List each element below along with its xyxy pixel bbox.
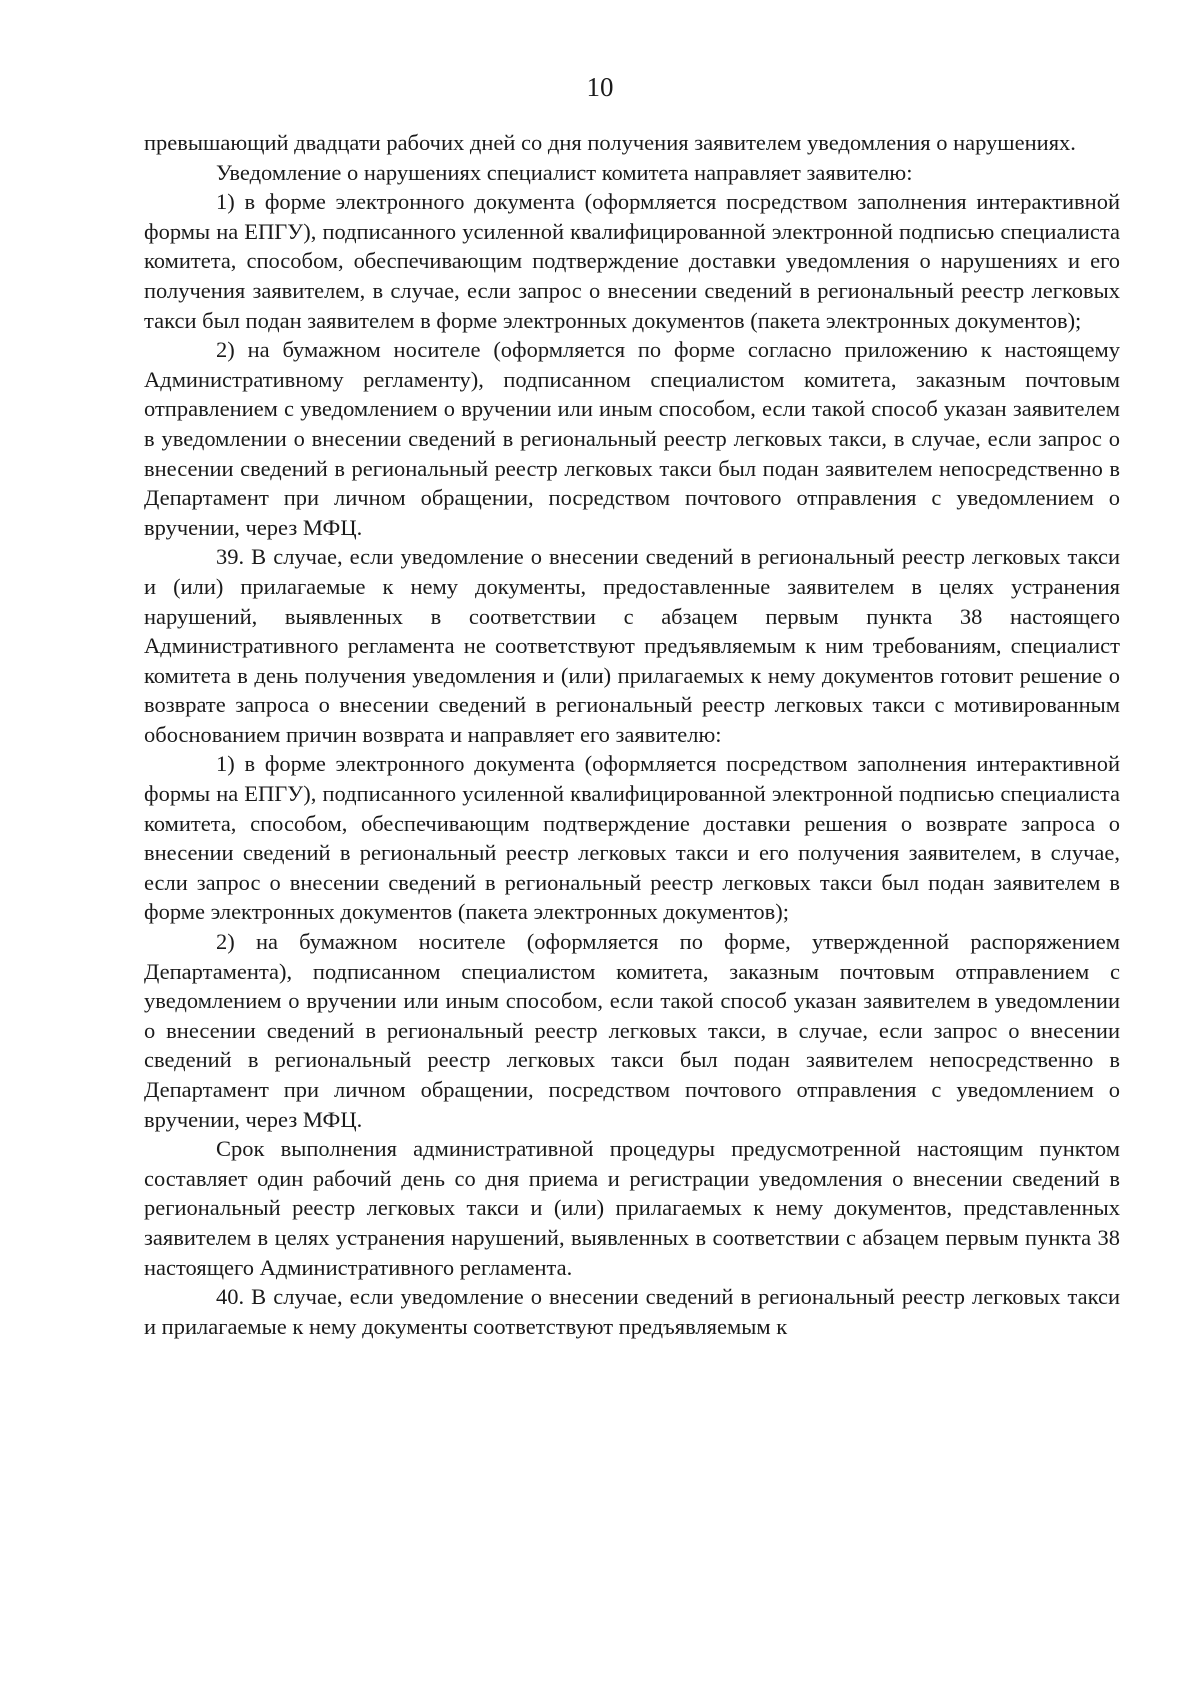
paragraph-paper-form: 2) на бумажном носителе (оформляется по форме согласно приложению к настоящему Административному регламенту), подписанном специалистом комитета, заказным почтовым отправлением с уведомлением о вручении или иным способом, если такой способ указан заявителем в уведомлении о внесении сведений в региональный реестр легковых такси, в случае, если запрос о внесении сведений в региональный реестр легковых такси был подан заявителем непосредственно в Департамент при личном обращении, посредством почтового отправления с уведомлением о вручении, через МФЦ. xyxy=(144,337,1120,540)
paragraph-notification-intro: Уведомление о нарушениях специалист комитета направляет заявителю: xyxy=(216,159,913,185)
paragraph-item-39: 39. В случае, если уведомление о внесении сведений в региональный реестр легковых такси и (или) прилагаемые к нему документы, предоставленные заявителем в целях устранения нарушений, выявленных в соответствии с абзацем первым пункта 38 настоящего Административного регламента не соответствуют предъявляемым к ним требованиям, специалист комитета в день получения уведомления и (или) прилагаемых к нему документов готовит решение о возврате запроса о внесении сведений в региональный реестр легковых такси с мотивированным обоснованием причин возврата и направляет его заявителю: xyxy=(144,544,1120,747)
paragraph-paper-return: 2) на бумажном носителе (оформляется по форме, утвержденной распоряжением Департамента), подписанном специалистом комитета, заказным почтовым отправлением с уведомлением о вручении или иным способом, если такой способ указан заявителем в уведомлении о внесении сведений в региональный реестр легковых такси, в случае, если запрос о внесении сведений в региональный реестр легковых такси был подан заявителем непосредственно в Департамент при личном обращении, посредством почтового отправления с уведомлением о вручении, через МФЦ. xyxy=(144,929,1120,1132)
document-body xyxy=(144,128,1120,1341)
paragraph-continuation: превышающий двадцати рабочих дней со дня получения заявителем уведомления о нарушениях. xyxy=(144,130,1076,155)
page-number: 10 xyxy=(586,72,614,102)
paragraph-item-40: 40. В случае, если уведомление о внесении сведений в региональный реестр легковых такси и прилагаемые к нему документы соответствуют предъявляемым к xyxy=(144,1284,1120,1339)
paragraph-electronic-form: 1) в форме электронного документа (оформляется посредством заполнения интерактивной формы на ЕПГУ), подписанного усиленной квалифицированной электронной подписью специалиста комитета, способом, обеспечивающим подтверждение доставки уведомления о нарушениях и его получения заявителем, в случае, если запрос о внесении сведений в региональный реестр легковых такси был подан заявителем в форме электронных документов (пакета электронных документов); xyxy=(144,189,1120,333)
paragraph-deadline: Срок выполнения административной процедуры предусмотренной настоящим пунктом составляет один рабочий день со дня приема и регистрации уведомления о внесении сведений в региональный реестр легковых такси и (или) прилагаемых к нему документов, представленных заявителем в целях устранения нарушений, выявленных в соответствии с абзацем первым пункта 38 настоящего Административного регламента. xyxy=(144,1136,1120,1280)
paragraph-electronic-return: 1) в форме электронного документа (оформляется посредством заполнения интерактивной формы на ЕПГУ), подписанного усиленной квалифицированной электронной подписью специалиста комитета, способом, обеспечивающим подтверждение доставки решения о возврате запроса о внесении сведений в региональный реестр легковых такси и его получения заявителем, в случае, если запрос о внесении сведений в региональный реестр легковых такси был подан заявителем в форме электронных документов (пакета электронных документов); xyxy=(144,751,1120,925)
